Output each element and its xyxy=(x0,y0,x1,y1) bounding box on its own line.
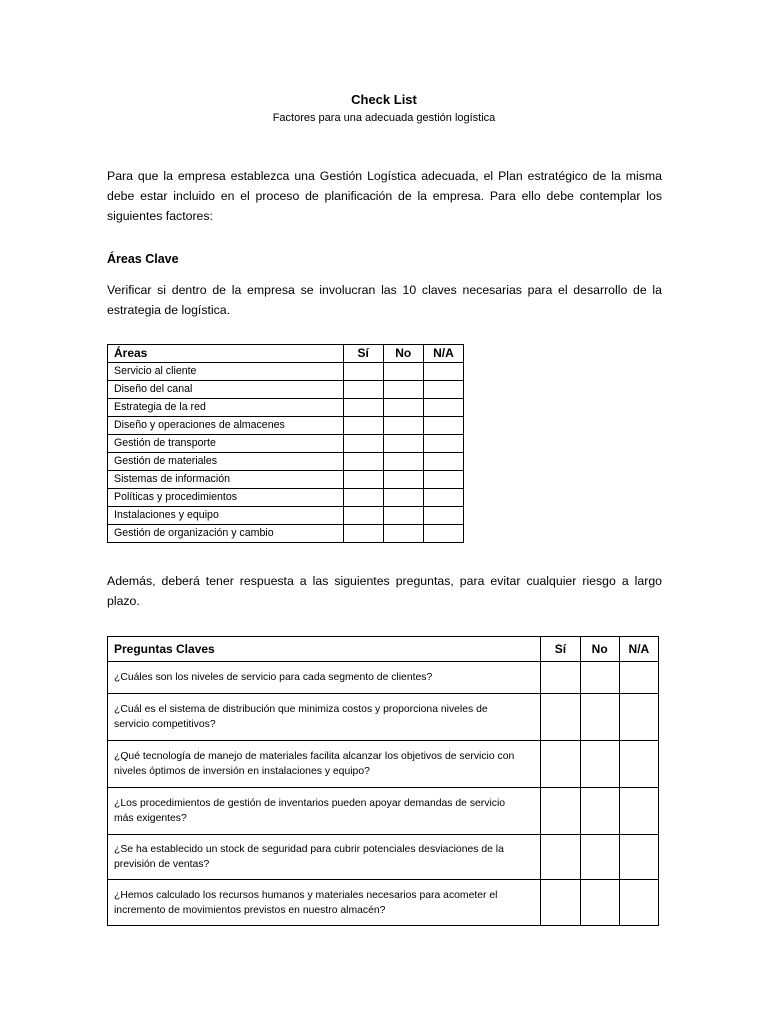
na-checkbox-cell[interactable] xyxy=(619,835,658,880)
na-checkbox-cell[interactable] xyxy=(619,662,658,694)
table-row xyxy=(108,453,464,471)
no-header: No xyxy=(580,637,619,662)
na-checkbox-cell[interactable] xyxy=(423,453,463,471)
verify-paragraph: Verificar si dentro de la empresa se involucran las 10 claves necesarias para el desarrollo de la estrategia de logística. xyxy=(107,283,662,317)
na-header: N/A xyxy=(423,345,463,363)
area-label: Políticas y procedimientos xyxy=(108,489,344,507)
na-checkbox-cell[interactable] xyxy=(423,363,463,381)
area-label: Gestión de organización y cambio xyxy=(108,525,344,543)
area-label: Instalaciones y equipo xyxy=(108,507,344,525)
na-checkbox-cell[interactable] xyxy=(423,381,463,399)
areas-header: Áreas xyxy=(108,345,344,363)
no-checkbox-cell[interactable] xyxy=(383,435,423,453)
si-header: Sí xyxy=(541,637,580,662)
no-checkbox-cell[interactable] xyxy=(383,453,423,471)
question-text: ¿Se ha establecido un stock de seguridad para cubrir potenciales desviaciones de la previsión de ventas? xyxy=(108,835,541,880)
area-label: Diseño y operaciones de almacenes xyxy=(108,417,344,435)
si-checkbox-cell[interactable] xyxy=(541,662,580,694)
no-checkbox-cell[interactable] xyxy=(383,363,423,381)
si-header: Sí xyxy=(343,345,383,363)
na-checkbox-cell[interactable] xyxy=(619,741,658,788)
table-row xyxy=(108,788,659,835)
na-checkbox-cell[interactable] xyxy=(423,417,463,435)
no-header: No xyxy=(383,345,423,363)
document-title: Check List xyxy=(351,92,417,107)
areas-table-header-row xyxy=(108,345,464,363)
no-checkbox-cell[interactable] xyxy=(383,507,423,525)
question-text: ¿Hemos calculado los recursos humanos y materiales necesarios para acometer el incremento de movimientos previstos en nuestro almacén? xyxy=(108,880,541,926)
area-label: Servicio al cliente xyxy=(108,363,344,381)
table-row xyxy=(108,471,464,489)
question-text: ¿Qué tecnología de manejo de materiales facilita alcanzar los objetivos de servicio con niveles óptimos de inversión en instalaciones y equipo? xyxy=(108,741,541,788)
table-row xyxy=(108,507,464,525)
table-row xyxy=(108,835,659,880)
no-checkbox-cell[interactable] xyxy=(580,835,619,880)
si-checkbox-cell[interactable] xyxy=(541,788,580,835)
intro-paragraph: Para que la empresa establezca una Gestión Logística adecuada, el Plan estratégico de la misma debe estar incluido en el proceso de planificación de la empresa. Para ello debe contemplar los siguientes factores: xyxy=(107,169,662,223)
no-checkbox-cell[interactable] xyxy=(383,417,423,435)
table-row xyxy=(108,363,464,381)
table-row xyxy=(108,880,659,926)
questions-checklist-table xyxy=(107,636,659,926)
table-row xyxy=(108,741,659,788)
si-checkbox-cell[interactable] xyxy=(343,381,383,399)
na-checkbox-cell[interactable] xyxy=(423,525,463,543)
no-checkbox-cell[interactable] xyxy=(580,741,619,788)
si-checkbox-cell[interactable] xyxy=(343,489,383,507)
na-checkbox-cell[interactable] xyxy=(423,471,463,489)
si-checkbox-cell[interactable] xyxy=(541,835,580,880)
no-checkbox-cell[interactable] xyxy=(580,880,619,926)
si-checkbox-cell[interactable] xyxy=(343,399,383,417)
section-heading-areas: Áreas Clave xyxy=(107,252,179,266)
table-row xyxy=(108,435,464,453)
areas-checklist-table xyxy=(107,344,464,543)
area-label: Gestión de transporte xyxy=(108,435,344,453)
na-checkbox-cell[interactable] xyxy=(423,489,463,507)
na-checkbox-cell[interactable] xyxy=(423,507,463,525)
si-checkbox-cell[interactable] xyxy=(343,435,383,453)
na-header: N/A xyxy=(619,637,658,662)
no-checkbox-cell[interactable] xyxy=(580,662,619,694)
si-checkbox-cell[interactable] xyxy=(343,363,383,381)
area-label: Diseño del canal xyxy=(108,381,344,399)
table-row xyxy=(108,489,464,507)
no-checkbox-cell[interactable] xyxy=(383,525,423,543)
si-checkbox-cell[interactable] xyxy=(541,880,580,926)
no-checkbox-cell[interactable] xyxy=(383,471,423,489)
na-checkbox-cell[interactable] xyxy=(619,880,658,926)
na-checkbox-cell[interactable] xyxy=(423,399,463,417)
question-text: ¿Cuál es el sistema de distribución que minimiza costos y proporciona niveles de servicio competitivos? xyxy=(108,694,541,741)
question-text: ¿Los procedimientos de gestión de inventarios pueden apoyar demandas de servicio más exigentes? xyxy=(108,788,541,835)
si-checkbox-cell[interactable] xyxy=(343,507,383,525)
table-row xyxy=(108,381,464,399)
na-checkbox-cell[interactable] xyxy=(619,788,658,835)
questions-intro-paragraph: Además, deberá tener respuesta a las siguientes preguntas, para evitar cualquier riesgo a largo plazo. xyxy=(107,574,662,608)
document-subtitle: Factores para una adecuada gestión logística xyxy=(272,112,496,124)
na-checkbox-cell[interactable] xyxy=(619,694,658,741)
table-row xyxy=(108,525,464,543)
area-label: Estrategia de la red xyxy=(108,399,344,417)
no-checkbox-cell[interactable] xyxy=(580,788,619,835)
si-checkbox-cell[interactable] xyxy=(541,694,580,741)
no-checkbox-cell[interactable] xyxy=(383,399,423,417)
table-row xyxy=(108,399,464,417)
questions-header: Preguntas Claves xyxy=(108,637,541,662)
no-checkbox-cell[interactable] xyxy=(580,694,619,741)
si-checkbox-cell[interactable] xyxy=(343,453,383,471)
no-checkbox-cell[interactable] xyxy=(383,489,423,507)
si-checkbox-cell[interactable] xyxy=(541,741,580,788)
table-row xyxy=(108,694,659,741)
si-checkbox-cell[interactable] xyxy=(343,417,383,435)
questions-table-header-row xyxy=(108,637,659,662)
table-row xyxy=(108,417,464,435)
question-text: ¿Cuáles son los niveles de servicio para cada segmento de clientes? xyxy=(108,662,541,694)
table-row xyxy=(108,662,659,694)
area-label: Gestión de materiales xyxy=(108,453,344,471)
si-checkbox-cell[interactable] xyxy=(343,471,383,489)
no-checkbox-cell[interactable] xyxy=(383,381,423,399)
si-checkbox-cell[interactable] xyxy=(343,525,383,543)
area-label: Sistemas de información xyxy=(108,471,344,489)
na-checkbox-cell[interactable] xyxy=(423,435,463,453)
